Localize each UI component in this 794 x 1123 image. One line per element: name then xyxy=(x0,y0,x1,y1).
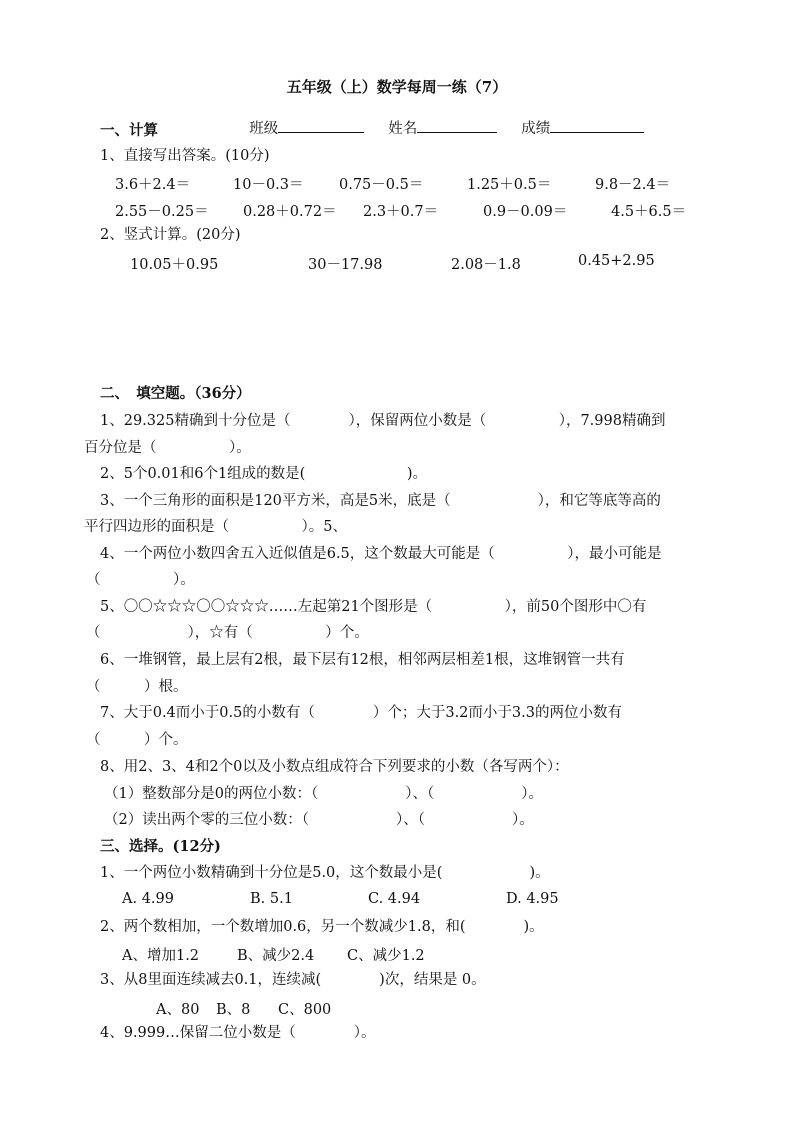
s2-line: （1）整数部分是0的两位小数：（ ）、（ ）。 xyxy=(104,786,543,802)
s3-question-3: 3、从8里面连续减去0.1，连续减( )次，结果是 0。 xyxy=(100,972,486,988)
option: C. 4.94 xyxy=(368,891,421,907)
s2-line: （ ）根。 xyxy=(86,679,188,695)
s3-question-2: 2、两个数相加，一个数增加0.6，另一个数减少1.8，和( )。 xyxy=(100,919,544,935)
score-blank xyxy=(550,118,644,133)
s1-r3-item: 0.45+2.95 xyxy=(578,253,655,269)
s2-line: （ ）。 xyxy=(86,572,195,588)
class-label: 班级 xyxy=(249,121,279,137)
option: C、800 xyxy=(278,1002,332,1018)
s2-line: 5、〇〇☆☆☆〇〇☆☆☆……左起第21个图形是（ ），前50个图形中〇有 xyxy=(100,599,647,615)
s2-line: （ ）个。 xyxy=(86,732,188,748)
option: D. 4.95 xyxy=(506,891,559,907)
option: A、80 xyxy=(156,1002,200,1018)
s1-row-1 xyxy=(115,173,695,194)
header-fields xyxy=(240,100,644,138)
s3-question-1: 1、一个两位小数精确到十分位是5.0，这个数最小是( )。 xyxy=(100,865,550,881)
s1-r2-item: 2.3＋0.7＝ xyxy=(363,204,439,220)
name-label: 姓名 xyxy=(388,121,418,137)
name-blank xyxy=(417,118,497,133)
s2-line: （2）读出两个零的三位小数：（ ）、（ ）。 xyxy=(104,812,534,828)
option: C、减少1.2 xyxy=(347,948,425,964)
s2-line: 百分位是（ ）。 xyxy=(84,440,251,456)
s1-question-2: 2、竖式计算。(20分) xyxy=(100,227,241,243)
option: B、8 xyxy=(216,1002,251,1018)
option: A. 4.99 xyxy=(122,891,174,907)
section-2-heading: 二、 填空题。（36分） xyxy=(100,385,251,402)
s1-r3-item: 2.08－1.8 xyxy=(451,257,521,273)
s1-r3-item: 10.05＋0.95 xyxy=(130,257,219,273)
s1-question-1: 1、直接写出答案。(10分) xyxy=(100,148,270,164)
s2-line: 7、大于0.4而小于0.5的小数有（ ）个；大于3.2而小于3.3的两位小数有 xyxy=(100,705,622,721)
s3-question-4: 4、9.999…保留二位小数是（ ）。 xyxy=(100,1025,376,1041)
s1-r1-item: 0.75－0.5＝ xyxy=(339,177,424,193)
page-title: 五年级（上）数学每周一练（7） xyxy=(286,78,508,96)
s2-line: 1、29.325精确到十分位是（ ），保留两位小数是（ ），7.998精确到 xyxy=(100,413,666,429)
score-label: 成绩 xyxy=(521,121,551,137)
s1-r1-item: 1.25＋0.5＝ xyxy=(467,177,552,193)
s1-r1-item: 9.8－2.4＝ xyxy=(595,177,671,193)
s2-line: 平行四边形的面积是（ ）。5、 xyxy=(84,519,347,535)
s2-line: 6、一堆钢管，最上层有2根，最下层有12根，相邻两层相差1根，这堆钢管一共有 xyxy=(100,652,625,668)
s1-r2-item: 0.28＋0.72＝ xyxy=(243,204,337,220)
option: B、减少2.4 xyxy=(237,948,315,964)
option: B. 5.1 xyxy=(250,891,293,907)
section-3-heading: 三、选择。(12分) xyxy=(100,838,221,855)
s1-r1-item: 10－0.3＝ xyxy=(233,177,304,193)
s2-line: 2、5个0.01和6个1组成的数是( )。 xyxy=(100,466,427,482)
s1-r2-item: 2.55－0.25＝ xyxy=(115,204,209,220)
s1-r1-item: 3.6＋2.4＝ xyxy=(115,177,191,193)
s1-r2-item: 4.5＋6.5＝ xyxy=(611,204,687,220)
s1-row-3 xyxy=(130,253,678,274)
section-1-heading: 一、计算 xyxy=(100,122,158,139)
option: A、增加1.2 xyxy=(122,948,200,964)
s3-q3-options xyxy=(156,998,338,1019)
s1-row-2 xyxy=(115,200,711,221)
class-blank xyxy=(278,118,364,133)
s3-q1-options xyxy=(122,891,596,907)
s1-r3-item: 30－17.98 xyxy=(308,257,383,273)
s1-r2-item: 0.9－0.09＝ xyxy=(483,204,568,220)
s3-q2-options xyxy=(122,944,447,965)
s2-line: 4、一个两位小数四舍五入近似值是6.5，这个数最大可能是（ ），最小可能是 xyxy=(100,546,662,562)
s2-line: （ ），☆有（ ）个。 xyxy=(86,625,369,641)
s2-line: 8、用2、3、4和2个0以及小数点组成符合下列要求的小数（各写两个）： xyxy=(100,759,569,775)
s2-line: 3、一个三角形的面积是120平方米，高是5米，底是（ ），和它等底等高的 xyxy=(100,493,661,509)
